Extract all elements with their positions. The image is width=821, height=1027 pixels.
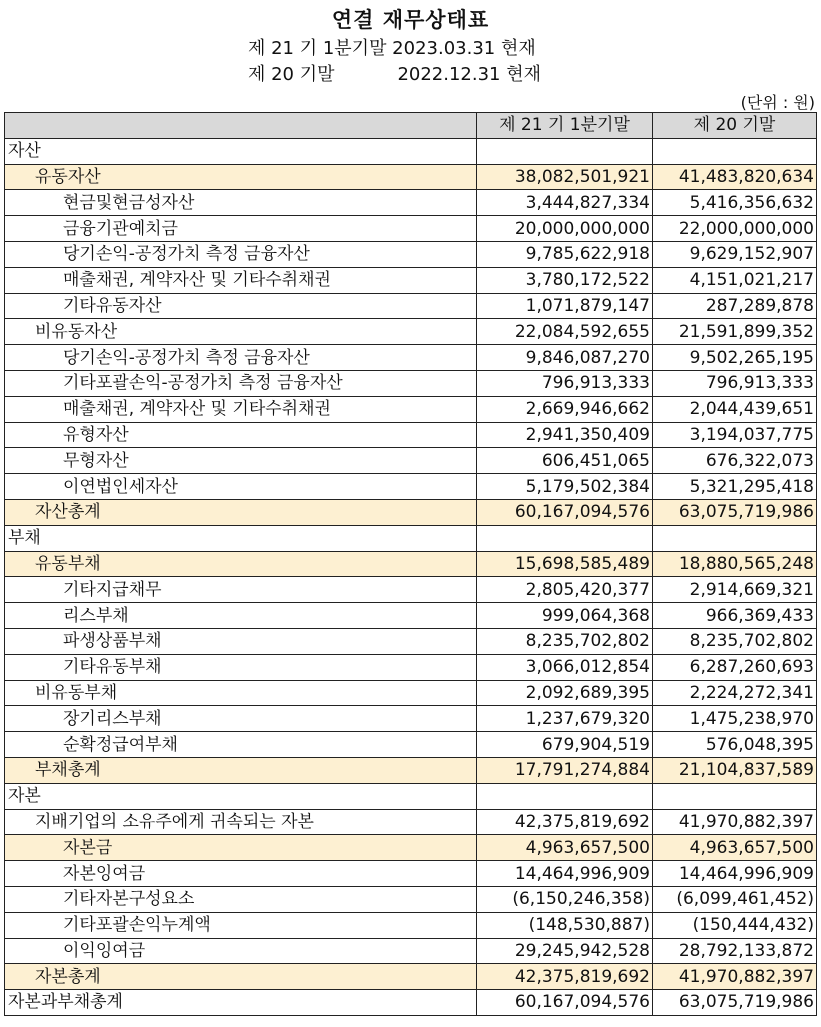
current-period-value: 2,092,689,395 (477, 680, 653, 706)
account-name: 지배기업의 소유주에게 귀속되는 자본 (5, 809, 477, 835)
prior-period-value: 21,104,837,589 (653, 757, 817, 783)
current-period-value: 60,167,094,576 (477, 499, 653, 525)
account-name: 금융기관예치금 (5, 216, 477, 242)
prior-period-value: 676,322,073 (653, 448, 817, 474)
current-period-value: 9,785,622,918 (477, 241, 653, 267)
table-row (5, 706, 817, 732)
prior-period-value: 63,075,719,986 (653, 990, 817, 1016)
current-period-value: (148,530,887) (477, 912, 653, 938)
prior-period-value: 966,369,433 (653, 603, 817, 629)
prior-period-value (653, 138, 817, 164)
header-current-period: 제 21 기 1분기말 (477, 113, 653, 139)
account-name: 이익잉여금 (5, 938, 477, 964)
table-row (5, 319, 817, 345)
table-row (5, 680, 817, 706)
table-row (5, 809, 817, 835)
prior-period-value: 9,502,265,195 (653, 345, 817, 371)
prior-period-value: 4,151,021,217 (653, 267, 817, 293)
current-period-value: 5,179,502,384 (477, 474, 653, 500)
account-name: 기타지급채무 (5, 577, 477, 603)
account-name: 순확정급여부채 (5, 732, 477, 758)
table-row (5, 525, 817, 551)
current-period-value: 1,071,879,147 (477, 293, 653, 319)
current-period-value: 999,064,368 (477, 603, 653, 629)
prior-period-value: 21,591,899,352 (653, 319, 817, 345)
table-row (5, 499, 817, 525)
current-period-value (477, 138, 653, 164)
current-period-value: 796,913,333 (477, 370, 653, 396)
account-name: 유형자산 (5, 422, 477, 448)
current-period-value (477, 783, 653, 809)
current-period-value: 22,084,592,655 (477, 319, 653, 345)
account-name: 자본 (5, 783, 477, 809)
current-period-value: 2,669,946,662 (477, 396, 653, 422)
table-row (5, 216, 817, 242)
header-account (5, 113, 477, 139)
account-name: 기타유동부채 (5, 654, 477, 680)
current-period-value: 9,846,087,270 (477, 345, 653, 371)
current-period-value: 15,698,585,489 (477, 551, 653, 577)
account-name: 파생상품부채 (5, 628, 477, 654)
prior-period-value (653, 783, 817, 809)
table-row (5, 938, 817, 964)
account-name: 리스부채 (5, 603, 477, 629)
table-row (5, 912, 817, 938)
table-row (5, 474, 817, 500)
prior-period-value: 4,963,657,500 (653, 835, 817, 861)
current-period-value: 606,451,065 (477, 448, 653, 474)
prior-period-value: 28,792,133,872 (653, 938, 817, 964)
table-row (5, 654, 817, 680)
current-period-value: 29,245,942,528 (477, 938, 653, 964)
statement-title: 연결 재무상태표 (331, 8, 490, 32)
account-name: 이연법인세자산 (5, 474, 477, 500)
current-period-value: 3,780,172,522 (477, 267, 653, 293)
unit-label: (단위 : 원) (740, 93, 815, 112)
current-period-value: 17,791,274,884 (477, 757, 653, 783)
prior-period-value: 2,914,669,321 (653, 577, 817, 603)
account-name: 자본과부채총계 (5, 990, 477, 1016)
account-name: 기타자본구성요소 (5, 886, 477, 912)
table-row (5, 861, 817, 887)
balance-sheet-table (4, 112, 817, 1016)
account-name: 부채총계 (5, 757, 477, 783)
account-name: 자본총계 (5, 964, 477, 990)
current-period-value: 2,805,420,377 (477, 577, 653, 603)
account-name: 기타유동자산 (5, 293, 477, 319)
prior-period-value: 41,970,882,397 (653, 964, 817, 990)
account-name: 자본잉여금 (5, 861, 477, 887)
table-row (5, 241, 817, 267)
table-row (5, 345, 817, 371)
prior-period-value: 796,913,333 (653, 370, 817, 396)
account-name: 무형자산 (5, 448, 477, 474)
current-period-value: 42,375,819,692 (477, 964, 653, 990)
prior-period-value: 41,970,882,397 (653, 809, 817, 835)
table-row (5, 448, 817, 474)
table-row (5, 190, 817, 216)
table-row (5, 396, 817, 422)
header-prior-period: 제 20 기말 (653, 113, 817, 139)
current-period-value: 20,000,000,000 (477, 216, 653, 242)
account-name: 자산총계 (5, 499, 477, 525)
account-name: 매출채권, 계약자산 및 기타수취채권 (5, 267, 477, 293)
table-header-row (5, 113, 817, 139)
prior-period-value: (6,099,461,452) (653, 886, 817, 912)
table-row (5, 603, 817, 629)
table-row (5, 577, 817, 603)
account-name: 자산 (5, 138, 477, 164)
current-period-value: 60,167,094,576 (477, 990, 653, 1016)
account-name: 부채 (5, 525, 477, 551)
prior-period-value: 5,321,295,418 (653, 474, 817, 500)
prior-period-value: 9,629,152,907 (653, 241, 817, 267)
prior-period-value: 1,475,238,970 (653, 706, 817, 732)
account-name: 당기손익-공정가치 측정 금융자산 (5, 345, 477, 371)
prior-period-value: 576,048,395 (653, 732, 817, 758)
account-name: 유동자산 (5, 164, 477, 190)
account-name: 비유동부채 (5, 680, 477, 706)
table-row (5, 551, 817, 577)
account-name: 매출채권, 계약자산 및 기타수취채권 (5, 396, 477, 422)
table-row (5, 370, 817, 396)
prior-period-value: 8,235,702,802 (653, 628, 817, 654)
current-period-value: 2,941,350,409 (477, 422, 653, 448)
current-period-value: 38,082,501,921 (477, 164, 653, 190)
period-prior: 제 20 기말 2022.12.31 현재 (248, 64, 542, 85)
prior-period-value (653, 525, 817, 551)
prior-period-value: 18,880,565,248 (653, 551, 817, 577)
table-row (5, 757, 817, 783)
prior-period-value: 41,483,820,634 (653, 164, 817, 190)
table-row (5, 783, 817, 809)
table-row (5, 886, 817, 912)
table-row (5, 164, 817, 190)
account-name: 기타포괄손익누계액 (5, 912, 477, 938)
prior-period-value: 5,416,356,632 (653, 190, 817, 216)
table-row (5, 964, 817, 990)
account-name: 비유동자산 (5, 319, 477, 345)
table-row (5, 990, 817, 1016)
account-name: 당기손익-공정가치 측정 금융자산 (5, 241, 477, 267)
current-period-value: (6,150,246,358) (477, 886, 653, 912)
current-period-value: 3,066,012,854 (477, 654, 653, 680)
account-name: 자본금 (5, 835, 477, 861)
table-row (5, 422, 817, 448)
account-name: 장기리스부채 (5, 706, 477, 732)
table-row (5, 267, 817, 293)
current-period-value: 3,444,827,334 (477, 190, 653, 216)
prior-period-value: 287,289,878 (653, 293, 817, 319)
current-period-value: 14,464,996,909 (477, 861, 653, 887)
prior-period-value: 2,224,272,341 (653, 680, 817, 706)
table-row (5, 628, 817, 654)
current-period-value (477, 525, 653, 551)
current-period-value: 42,375,819,692 (477, 809, 653, 835)
period-current: 제 21 기 1분기말 2023.03.31 현재 (248, 38, 536, 59)
prior-period-value: 6,287,260,693 (653, 654, 817, 680)
table-row (5, 835, 817, 861)
account-name: 현금및현금성자산 (5, 190, 477, 216)
table-row (5, 293, 817, 319)
current-period-value: 679,904,519 (477, 732, 653, 758)
prior-period-value: 2,044,439,651 (653, 396, 817, 422)
current-period-value: 1,237,679,320 (477, 706, 653, 732)
current-period-value: 8,235,702,802 (477, 628, 653, 654)
prior-period-value: (150,444,432) (653, 912, 817, 938)
prior-period-value: 22,000,000,000 (653, 216, 817, 242)
current-period-value: 4,963,657,500 (477, 835, 653, 861)
prior-period-value: 3,194,037,775 (653, 422, 817, 448)
table-row (5, 138, 817, 164)
table-row (5, 732, 817, 758)
account-name: 유동부채 (5, 551, 477, 577)
prior-period-value: 14,464,996,909 (653, 861, 817, 887)
prior-period-value: 63,075,719,986 (653, 499, 817, 525)
account-name: 기타포괄손익-공정가치 측정 금융자산 (5, 370, 477, 396)
